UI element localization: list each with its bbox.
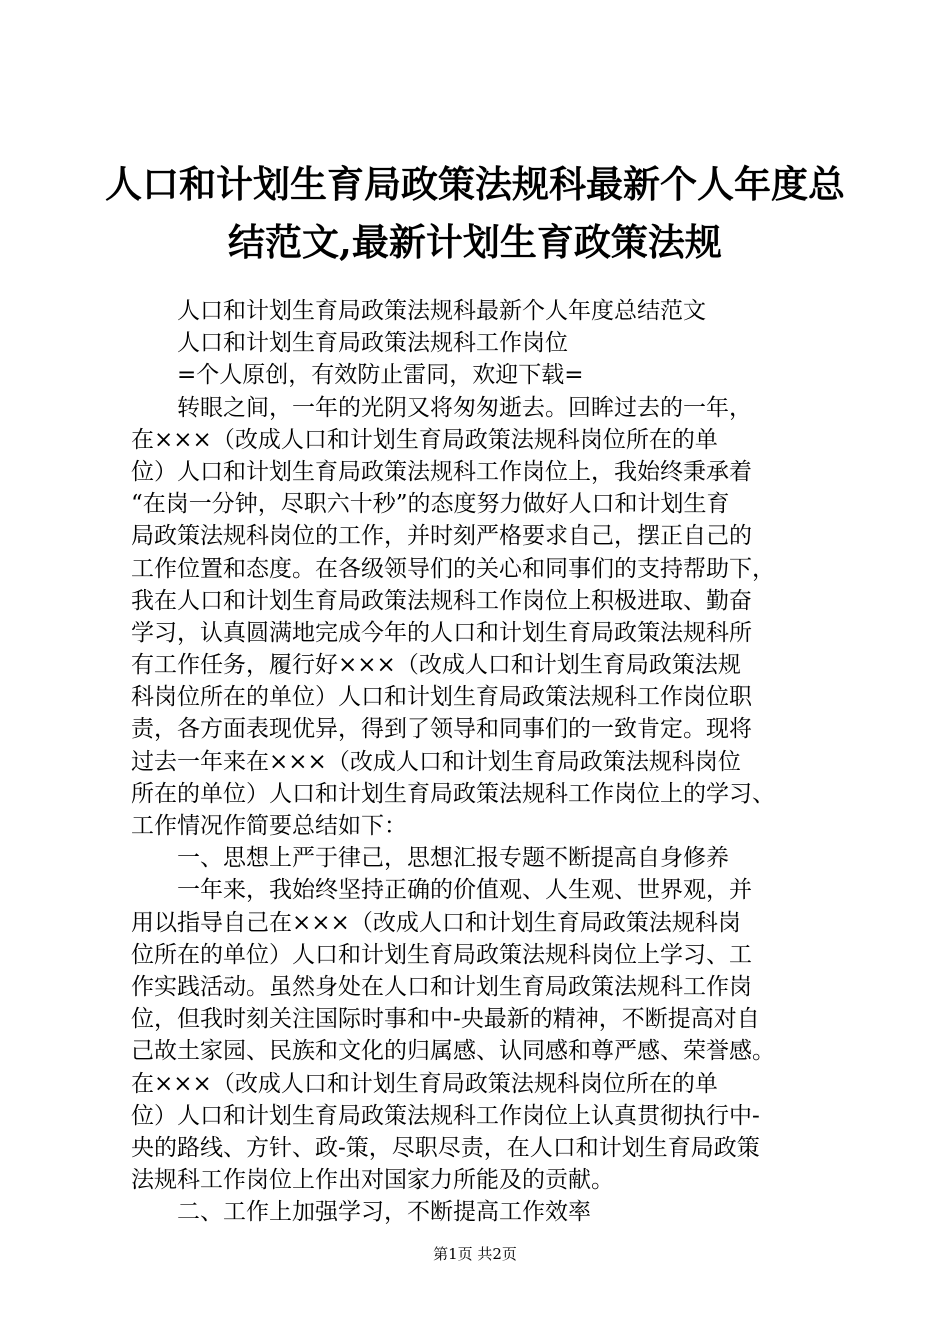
text-line: 己故土家园、民族和文化的归属感、认同感和尊严感、荣誉感。 <box>131 1038 775 1065</box>
text-line: 央的路线、方针、政-策，尽职尽责，在人口和计划生育局政策 <box>131 1134 760 1161</box>
text-line: 二、工作上加强学习，不断提高工作效率 <box>177 1199 591 1226</box>
text-line: 科岗位所在的单位）人口和计划生育局政策法规科工作岗位职 <box>131 684 752 711</box>
text-line: 作实践活动。虽然身处在人口和计划生育局政策法规科工作岗 <box>131 973 752 1000</box>
text-line: 人口和计划生育局政策法规科最新个人年度总结范文 <box>177 298 706 324</box>
text-line: 工作情况作简要总结如下： <box>131 813 407 839</box>
text-line: 局政策法规科岗位的工作，并时刻严格要求自己，摆正自己的 <box>131 523 752 550</box>
text-line: 位）人口和计划生育局政策法规科工作岗位上认真贯彻执行中- <box>131 1102 760 1129</box>
text-line: 位所在的单位）人口和计划生育局政策法规科岗位上学习、工 <box>131 941 752 968</box>
text-line: =个人原创，有效防止雷同，欢迎下载= <box>177 362 584 389</box>
text-line: 一年来，我始终坚持正确的价值观、人生观、世界观，并 <box>177 877 752 904</box>
text-line: 位，但我时刻关注国际时事和中-央最新的精神，不断提高对自 <box>131 1006 760 1033</box>
text-line: 我在人口和计划生育局政策法规科工作岗位上积极进取、勤奋 <box>131 587 752 614</box>
text-line: 责，各方面表现优异，得到了领导和同事们的一致肯定。现将 <box>131 716 752 743</box>
text-line: 有工作任务，履行好×××（改成人口和计划生育局政策法规 <box>131 652 741 679</box>
text-line: 位）人口和计划生育局政策法规科工作岗位上，我始终秉承着 <box>131 458 752 485</box>
document-title-line-2: 结范文,最新计划生育政策法规 <box>228 220 722 264</box>
text-line: 人口和计划生育局政策法规科工作岗位 <box>177 330 568 357</box>
document-body <box>131 295 831 1228</box>
document-title-line-1: 人口和计划生育局政策法规科最新个人年度总 <box>105 162 845 206</box>
page-footer: 第1页 共2页 <box>433 1245 517 1263</box>
text-line: 过去一年来在×××（改成人口和计划生育局政策法规科岗位 <box>131 748 741 775</box>
text-line: 用以指导自己在×××（改成人口和计划生育局政策法规科岗 <box>131 909 741 936</box>
text-line: 学习，认真圆满地完成今年的人口和计划生育局政策法规科所 <box>131 619 752 646</box>
text-line: 所在的单位）人口和计划生育局政策法规科工作岗位上的学习、 <box>131 780 775 807</box>
text-line: “在岗一分钟，尽职六十秒”的态度努力做好人口和计划生育 <box>131 491 730 518</box>
text-line: 在×××（改成人口和计划生育局政策法规科岗位所在的单 <box>131 426 718 453</box>
text-line: 一、思想上严于律己，思想汇报专题不断提高自身修养 <box>177 845 729 872</box>
text-line: 转眼之间，一年的光阴又将匆匆逝去。回眸过去的一年， <box>177 394 752 421</box>
text-line: 法规科工作岗位上作出对国家力所能及的贡献。 <box>131 1167 614 1194</box>
text-line: 工作位置和态度。在各级领导们的关心和同事们的支持帮助下， <box>131 555 775 582</box>
text-line: 在×××（改成人口和计划生育局政策法规科岗位所在的单 <box>131 1070 718 1097</box>
